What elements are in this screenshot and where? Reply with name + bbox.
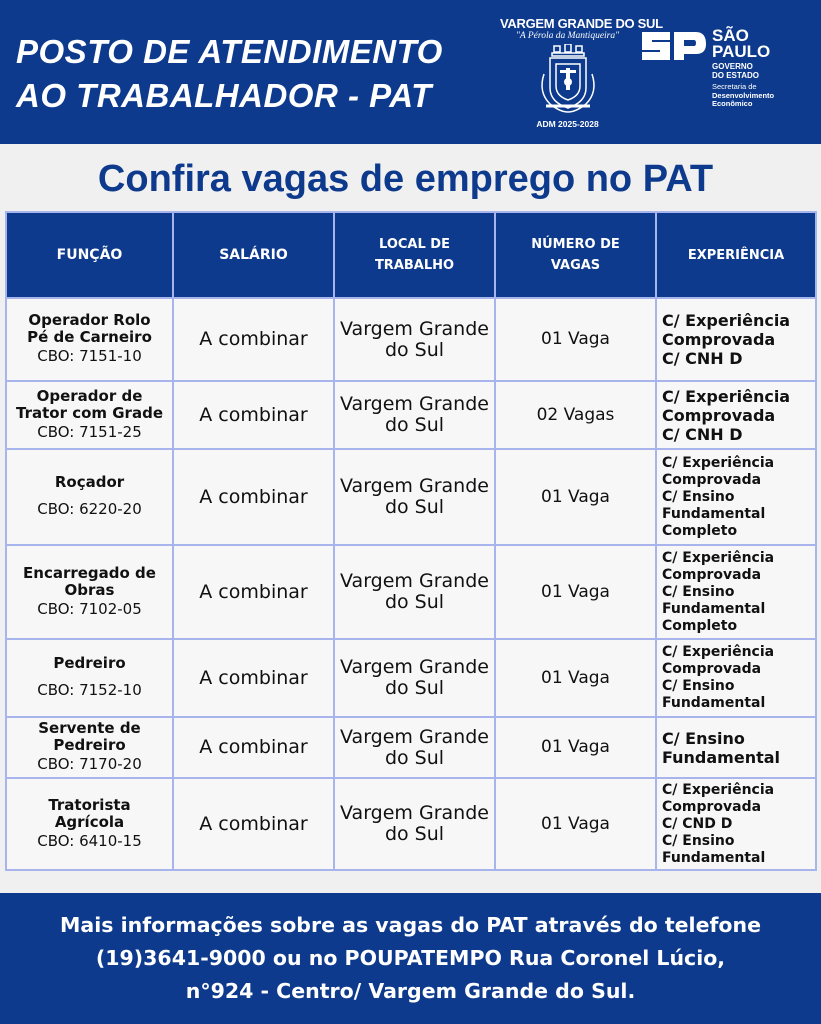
cell-vagas: 01 Vaga <box>495 545 656 639</box>
footer-line-1: Mais informações sobre as vagas do PAT através do telefone <box>60 913 761 937</box>
cell-vagas: 01 Vaga <box>495 717 656 778</box>
experience-requirement: Comprovada <box>662 405 776 425</box>
header-local: LOCAL DE TRABALHO <box>334 212 495 298</box>
experience-requirement: Fundamental <box>662 849 766 866</box>
cell-salario: A combinar <box>173 449 334 545</box>
footer-line-2: (19)3641-9000 ou no POUPATEMPO Rua Coronel Lúcio, <box>95 946 726 970</box>
experience-requirement: C/ CNH D <box>662 424 743 444</box>
cell-local <box>334 717 495 778</box>
experience-requirement: C/ Experiência <box>662 644 775 660</box>
job-table <box>5 211 817 871</box>
experience-requirement: Completo <box>662 617 738 634</box>
cell-local <box>334 381 495 449</box>
job-title-line-2: Obras <box>64 580 115 599</box>
sp-sec-line-1: Secretaria de <box>712 82 757 91</box>
cell-local <box>334 298 495 381</box>
experience-requirement: C/ Experiência <box>662 781 775 798</box>
cell-experiencia <box>656 717 816 778</box>
cell-funcao <box>6 381 173 449</box>
experience-requirement: Completo <box>662 522 738 539</box>
local-text: do Sul <box>384 746 445 769</box>
local-text: do Sul <box>384 414 445 436</box>
title-line-1: POSTO DE ATENDIMENTO <box>16 33 443 70</box>
cell-funcao <box>6 449 173 545</box>
experience-requirement: Comprovada <box>662 330 776 349</box>
table-header-row <box>6 212 816 298</box>
job-title: Operador Rolo <box>28 311 151 329</box>
experience-requirement: C/ Experiência <box>662 549 775 566</box>
local-text: Vargem Grande <box>340 725 489 748</box>
local-text: Vargem Grande <box>340 475 489 497</box>
job-title: Pedreiro <box>53 654 126 672</box>
experience-requirement: C/ Experiência <box>662 454 775 471</box>
experience-requirement: C/ Ensino <box>662 832 735 849</box>
footer-info <box>0 909 821 1008</box>
cbo-code: CBO: 7170-20 <box>37 755 142 773</box>
experience-requirement: Comprovada <box>662 661 762 677</box>
local-text: do Sul <box>384 496 445 518</box>
job-title: Tratorista <box>48 795 131 814</box>
experience-requirement: Comprovada <box>662 566 762 583</box>
local-text: Vargem Grande <box>340 656 489 678</box>
cell-vagas: 01 Vaga <box>495 778 656 870</box>
cell-funcao <box>6 778 173 870</box>
sp-gov-line-2: DO ESTADO <box>712 71 759 80</box>
sp-name-line-1: SÃO <box>712 26 749 45</box>
job-title-line-2: Trator com Grade <box>16 403 163 422</box>
experience-requirement: C/ Ensino <box>662 728 745 748</box>
local-text: do Sul <box>384 338 445 361</box>
header-salario: SALÁRIO <box>173 212 334 298</box>
cell-salario: A combinar <box>173 381 334 449</box>
cell-funcao <box>6 545 173 639</box>
cell-vagas: 02 Vagas <box>495 381 656 449</box>
cell-salario: A combinar <box>173 778 334 870</box>
cell-salario: A combinar <box>173 545 334 639</box>
footer-banner <box>0 893 821 1024</box>
table-row <box>6 778 816 870</box>
experience-requirement: C/ Ensino <box>662 488 735 505</box>
page-title <box>16 30 443 118</box>
sp-government <box>712 62 759 80</box>
sp-gov-line-1: GOVERNO <box>712 62 753 71</box>
cell-experiencia <box>656 298 816 381</box>
local-text: do Sul <box>384 591 445 613</box>
table-body <box>6 298 816 870</box>
cell-experiencia <box>656 778 816 870</box>
local-text: do Sul <box>384 677 445 699</box>
city-crest-icon <box>536 44 600 118</box>
cbo-code: CBO: 7102-05 <box>37 599 142 618</box>
experience-requirement: Comprovada <box>662 798 762 815</box>
sp-logo-icon <box>640 28 706 64</box>
administration-period: ADM 2025-2028 <box>536 119 599 129</box>
sp-sec-line-2: Desenvolvimento <box>712 90 775 100</box>
experience-requirement: Fundamental <box>662 747 781 767</box>
job-title-line-2: Agrícola <box>54 812 125 831</box>
header-experiencia: EXPERIÊNCIA <box>656 212 816 298</box>
local-text: do Sul <box>384 823 445 845</box>
header-funcao: FUNÇÃO <box>6 212 173 298</box>
experience-requirement: C/ Experiência <box>662 386 791 406</box>
section-heading: Confira vagas de emprego no PAT <box>97 158 714 200</box>
cell-local <box>334 639 495 717</box>
table-row <box>6 545 816 639</box>
sp-secretariat <box>712 83 774 109</box>
experience-requirement: Fundamental <box>662 505 766 522</box>
cell-local <box>334 778 495 870</box>
title-line-2: AO TRABALHADOR - PAT <box>16 77 432 114</box>
job-title: Servente de <box>38 719 141 737</box>
city-hall-logo <box>500 16 663 131</box>
experience-requirement: C/ CNH D <box>662 349 743 368</box>
cell-funcao <box>6 717 173 778</box>
cell-funcao <box>6 639 173 717</box>
table-row <box>6 298 816 381</box>
table-row <box>6 717 816 778</box>
job-title: Encarregado de <box>23 563 156 582</box>
local-text: Vargem Grande <box>340 393 489 415</box>
experience-requirement: C/ Ensino <box>662 678 735 694</box>
cell-local <box>334 449 495 545</box>
experience-requirement: C/ Experiência <box>662 311 791 330</box>
sp-name-line-2: PAULO <box>712 42 771 61</box>
cell-experiencia <box>656 381 816 449</box>
cell-experiencia <box>656 545 816 639</box>
cbo-code: CBO: 7151-25 <box>37 422 142 441</box>
cbo-code: CBO: 6410-15 <box>37 831 142 850</box>
city-name: VARGEM GRANDE DO SUL <box>500 16 663 31</box>
cell-vagas: 01 Vaga <box>495 298 656 381</box>
local-text: Vargem Grande <box>340 570 489 592</box>
experience-requirement: C/ CND D <box>662 815 733 832</box>
city-motto: "A Pérola da Mantiqueira" <box>515 31 620 41</box>
job-title: Roçador <box>54 473 125 491</box>
cbo-code: CBO: 7151-10 <box>37 347 142 365</box>
cell-salario: A combinar <box>173 639 334 717</box>
cbo-code: CBO: 7152-10 <box>37 681 142 699</box>
cell-salario: A combinar <box>173 717 334 778</box>
sp-sec-line-3: Econômico <box>712 99 753 108</box>
cell-local <box>334 545 495 639</box>
job-title-line-2: Pé de Carneiro <box>27 328 152 346</box>
experience-requirement: C/ Ensino <box>662 583 735 600</box>
cell-experiencia <box>656 639 816 717</box>
cbo-code: CBO: 6220-20 <box>37 500 142 518</box>
table-row <box>6 639 816 717</box>
footer-line-3: n°924 - Centro/ Vargem Grande do Sul. <box>185 979 636 1003</box>
job-title-line-2: Pedreiro <box>53 736 126 754</box>
cell-experiencia <box>656 449 816 545</box>
table-row <box>6 449 816 545</box>
sp-name <box>712 28 770 60</box>
sao-paulo-government-logo <box>640 26 810 116</box>
table-row <box>6 381 816 449</box>
cell-funcao <box>6 298 173 381</box>
experience-requirement: Comprovada <box>662 471 762 488</box>
local-text: Vargem Grande <box>340 802 489 824</box>
local-text: Vargem Grande <box>340 317 489 340</box>
cell-vagas: 01 Vaga <box>495 639 656 717</box>
experience-requirement: Fundamental <box>662 600 766 617</box>
cell-vagas: 01 Vaga <box>495 449 656 545</box>
cell-salario: A combinar <box>173 298 334 381</box>
experience-requirement: Fundamental <box>662 695 766 711</box>
header-numero-vagas: NÚMERO DE VAGAS <box>495 212 656 298</box>
header-banner <box>0 0 821 144</box>
job-title: Operador de <box>36 386 143 405</box>
job-table-container <box>5 211 815 871</box>
